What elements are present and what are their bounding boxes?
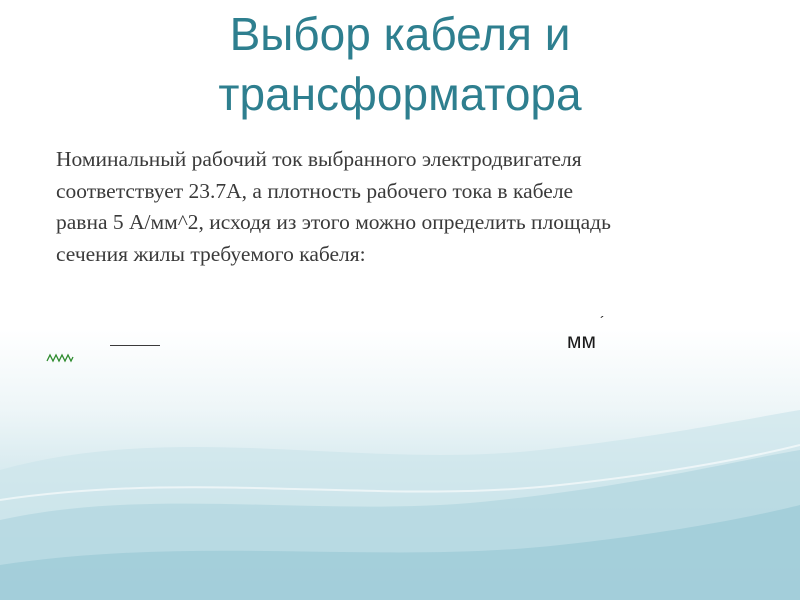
slide-title-line-1: Выбор кабеля и bbox=[229, 8, 571, 60]
body-line-3: равна 5 А/мм^2, исходя из этого можно определить площадь bbox=[56, 210, 611, 234]
formula-unit: мм bbox=[567, 330, 596, 353]
body-line-1: Номинальный рабочий ток выбранного электродвигателя bbox=[56, 147, 582, 171]
squiggle-icon bbox=[46, 353, 74, 363]
body-line-4: сечения жилы требуемого кабеля: bbox=[56, 241, 366, 266]
fraction-line bbox=[110, 345, 160, 346]
slide-title-line-2: трансформатора bbox=[218, 68, 582, 120]
formula-unit-mark: ´ bbox=[600, 313, 605, 329]
body-line-2: соответствует 23.7А, а плотность рабочего тока в кабеле bbox=[56, 178, 574, 203]
body-paragraph bbox=[56, 144, 756, 270]
slide-title bbox=[0, 4, 800, 124]
